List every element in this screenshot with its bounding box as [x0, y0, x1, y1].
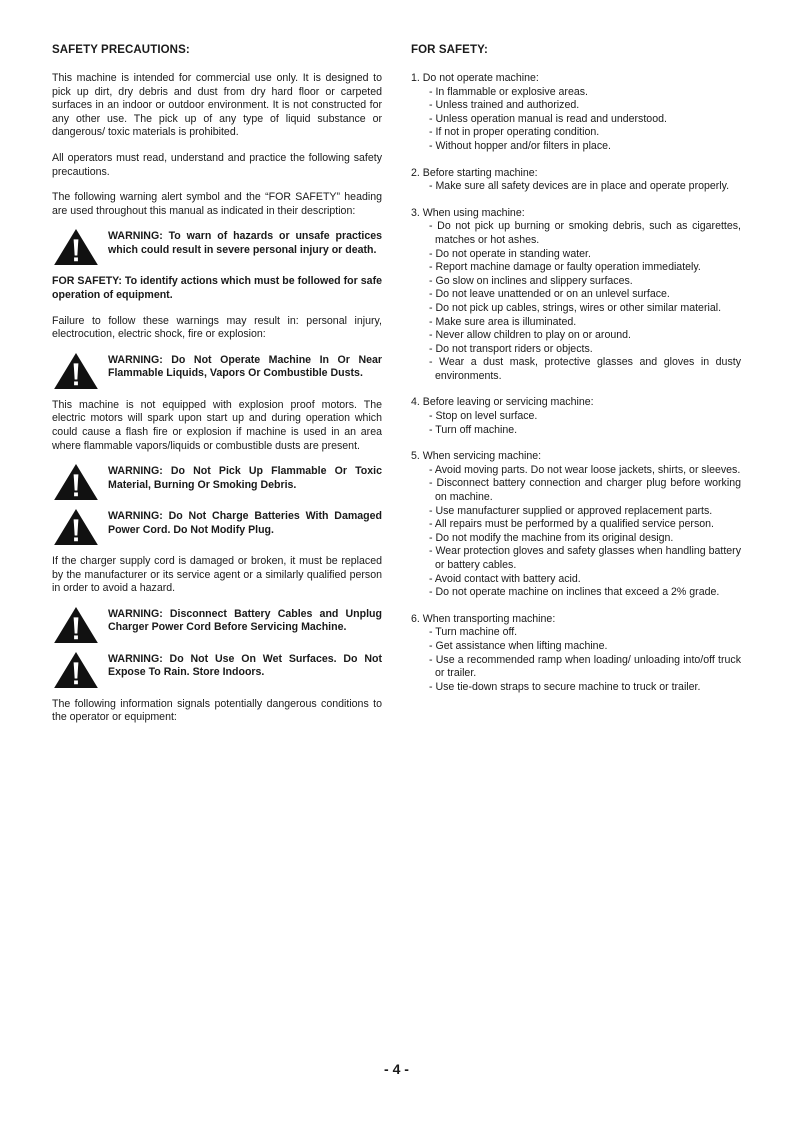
- warning-block-disconnect: [52, 608, 382, 644]
- list-item: - Do not pick up burning or smoking debris, such as cigarettes, matches or hot ashes.: [429, 220, 741, 246]
- list-item: - Do not operate machine on inclines that exceed a 2% grade.: [429, 586, 720, 599]
- warning-block-wet: [52, 653, 382, 689]
- safety-group-title: 6. When transporting machine:: [411, 612, 556, 625]
- warning-wet-text: WARNING: Do Not Use On Wet Surfaces. Do Not Expose To Rain. Store Indoors.: [108, 652, 382, 679]
- safety-group-title: 2. Before starting machine:: [411, 166, 538, 179]
- list-item: - Go slow on inclines and slippery surfaces.: [429, 274, 633, 287]
- for-safety-list: [411, 72, 741, 694]
- safety-group: [411, 613, 741, 695]
- list-item: - Do not leave unattended or on an unlevel surface.: [429, 288, 670, 301]
- explosion-proof-paragraph: This machine is not equipped with explosion proof motors. The electric motors will spark upon start up and during operation which could cause a flash fire or explosion if machine is used in an area where flammable vapors/liquids or combustible dusts are present.: [52, 398, 382, 452]
- safety-group-items: [411, 626, 741, 694]
- warning-triangle-icon: [52, 228, 100, 266]
- for-safety-definition: FOR SAFETY: To identify actions which must be followed for safe operation of equipment.: [52, 275, 382, 301]
- list-item: - Avoid moving parts. Do not wear loose jackets, shirts, or sleeves.: [429, 463, 741, 476]
- list-item: - Wear protection gloves and safety glasses when handling battery or battery cables.: [429, 545, 741, 571]
- list-item: - Make sure all safety devices are in place and operate properly.: [429, 180, 730, 193]
- warning-block-flammable: [52, 354, 382, 390]
- warning-symbol-explanation-paragraph: The following warning alert symbol and the “FOR SAFETY” heading are used throughout this manual as indicated in their description:: [52, 191, 382, 217]
- safety-group-items: [411, 180, 741, 194]
- for-safety-heading: FOR SAFETY:: [411, 44, 488, 56]
- warning-disconnect-text: WARNING: Disconnect Battery Cables and Unplug Charger Power Cord Before Servicing Machine.: [108, 607, 382, 634]
- safety-group-title: 4. Before leaving or servicing machine:: [411, 396, 594, 409]
- safety-group: [411, 167, 741, 194]
- right-column: [411, 44, 741, 707]
- list-item: - Make sure area is illuminated.: [429, 315, 577, 328]
- list-item: - Turn off machine.: [429, 423, 518, 436]
- failure-consequences-paragraph: Failure to follow these warnings may result in: personal injury, electrocution, electric shock, fire or explosion:: [52, 314, 382, 341]
- list-item: - Without hopper and/or filters in place.: [429, 139, 611, 152]
- list-item: - Do not modify the machine from its original design.: [429, 531, 674, 544]
- left-column: [52, 44, 382, 737]
- safety-group-title: 1. Do not operate machine:: [411, 72, 539, 84]
- warning-triangle-icon: [52, 651, 100, 689]
- warning-flammable-text: WARNING: Do Not Operate Machine In Or Near Flammable Liquids, Vapors Or Combustible Dusts.: [108, 353, 382, 380]
- list-item: - Never allow children to play on or around.: [429, 329, 631, 342]
- list-item: - If not in proper operating condition.: [429, 126, 600, 139]
- safety-group-title: 5. When servicing machine:: [411, 450, 542, 463]
- warning-triangle-icon: [52, 352, 100, 390]
- list-item: - Unless trained and authorized.: [429, 99, 580, 112]
- warning-intro-text: WARNING: To warn of hazards or unsafe practices which could result in severe personal injury or death.: [108, 230, 382, 256]
- warning-toxic-text: WARNING: Do Not Pick Up Flammable Or Toxic Material, Burning Or Smoking Debris.: [108, 465, 382, 491]
- warning-block-charge: [52, 510, 382, 546]
- safety-group-items: [411, 220, 741, 383]
- information-signals-paragraph: The following information signals potentially dangerous conditions to the operator or equipment:: [52, 697, 382, 724]
- safety-group-items: [411, 86, 741, 154]
- safety-group-title: 3. When using machine:: [411, 206, 525, 219]
- charger-cord-paragraph: If the charger supply cord is damaged or broken, it must be replaced by the manufacturer or its service agent or a similarly qualified person in order to avoid a hazard.: [52, 555, 382, 595]
- warning-block-toxic: [52, 465, 382, 501]
- safety-group-items: [411, 410, 741, 437]
- list-item: - Turn machine off.: [429, 626, 518, 639]
- page-number: - 4 -: [384, 1061, 409, 1077]
- safety-precautions-heading: SAFETY PRECAUTIONS:: [52, 44, 190, 56]
- operators-must-read-paragraph: All operators must read, understand and practice the following safety precautions.: [52, 151, 382, 178]
- warning-block-intro: [52, 230, 382, 266]
- list-item: - Stop on level surface.: [429, 410, 538, 423]
- safety-group: [411, 207, 741, 384]
- warning-triangle-icon: [52, 508, 100, 546]
- warning-triangle-icon: [52, 606, 100, 644]
- list-item: - Disconnect battery connection and charger plug before working on machine.: [429, 477, 741, 504]
- warning-triangle-icon: [52, 463, 100, 501]
- safety-group: [411, 72, 741, 154]
- safety-group: [411, 450, 741, 600]
- list-item: - Use manufacturer supplied or approved replacement parts.: [429, 504, 713, 517]
- list-item: - Use tie-down straps to secure machine to truck or trailer.: [429, 680, 701, 693]
- list-item: - Do not pick up cables, strings, wires or other similar material.: [429, 301, 722, 314]
- list-item: - Wear a dust mask, protective glasses and gloves in dusty environments.: [429, 356, 741, 382]
- list-item: - All repairs must be performed by a qualified service person.: [429, 518, 714, 531]
- list-item: - Avoid contact with battery acid.: [429, 572, 581, 585]
- warning-charge-text: WARNING: Do Not Charge Batteries With Damaged Power Cord. Do Not Modify Plug.: [108, 510, 382, 536]
- list-item: - Use a recommended ramp when loading/ unloading into/off truck or trailer.: [429, 653, 741, 680]
- list-item: - Report machine damage or faulty operation immediately.: [429, 261, 701, 274]
- list-item: - Do not operate in standing water.: [429, 247, 591, 260]
- list-item: - Do not transport riders or objects.: [429, 342, 593, 355]
- list-item: - Get assistance when lifting machine.: [429, 639, 608, 652]
- list-item: - In flammable or explosive areas.: [429, 85, 588, 98]
- list-item: - Unless operation manual is read and understood.: [429, 112, 667, 125]
- safety-group: [411, 396, 741, 437]
- intended-use-paragraph: This machine is intended for commercial use only. It is designed to pick up dirt, dry debris and dust from dry hard floor or carpeted surfaces in an indoor or outdoor environment. It is not constructed for any other use. The pick up of any type of liquid substance or dangerous/ toxic materials is prohibited.: [52, 72, 382, 139]
- safety-group-items: [411, 464, 741, 600]
